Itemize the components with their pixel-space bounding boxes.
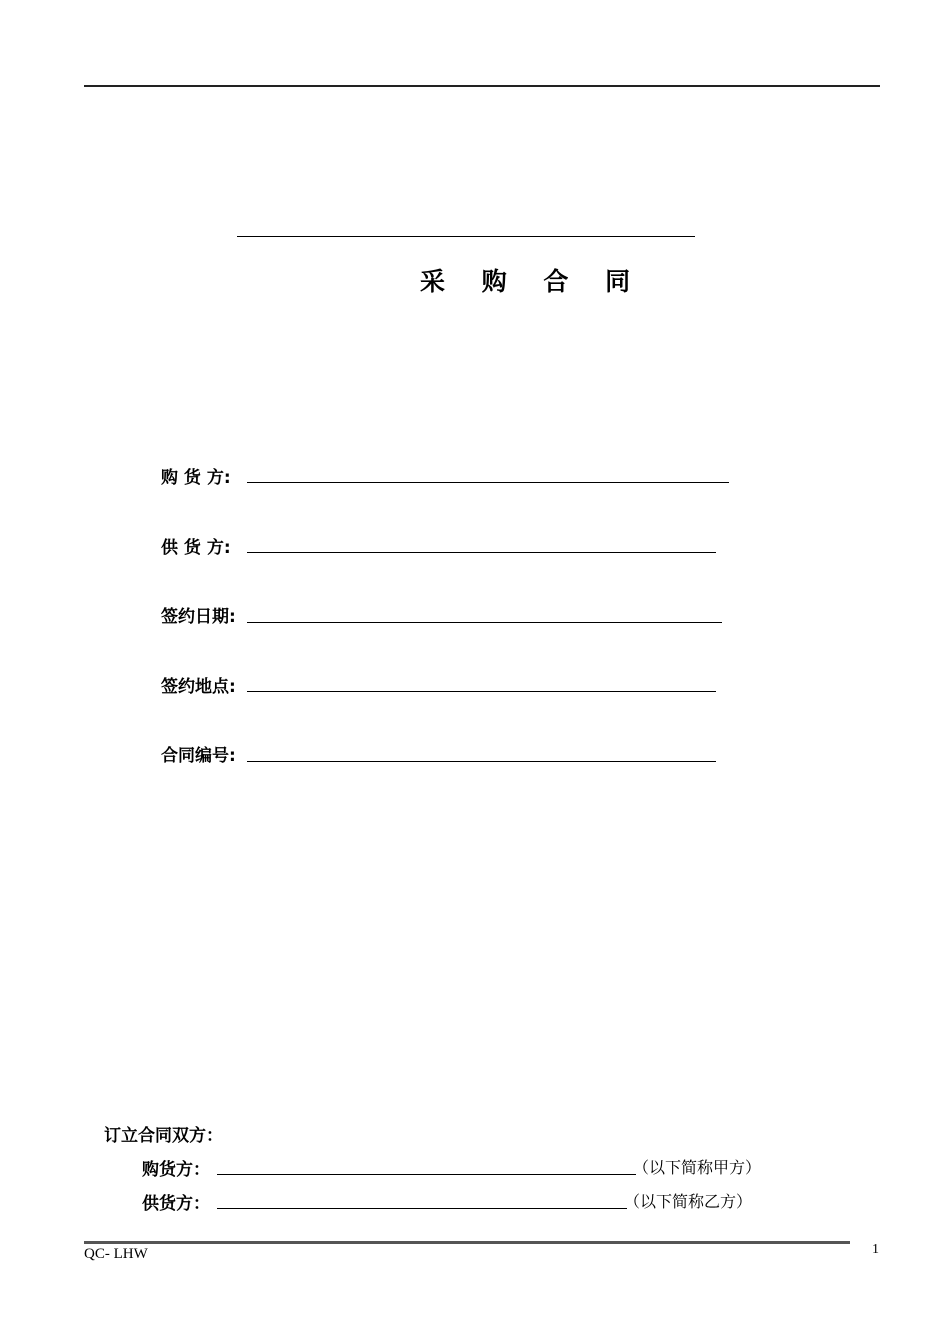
header-rule	[84, 85, 880, 87]
party-buyer-note: （以下简称甲方）	[633, 1158, 762, 1177]
party-supplier-label: 供货方：	[142, 1194, 210, 1214]
sign-date-field-label: 签约日期:	[161, 607, 236, 627]
sign-date-field-line[interactable]	[247, 622, 722, 623]
party-buyer-line[interactable]	[217, 1174, 636, 1175]
buyer-field-label: 购 货 方:	[161, 468, 231, 488]
document-title: 采 购 合 同	[420, 267, 645, 296]
sign-place-field-line[interactable]	[247, 691, 716, 692]
parties-heading: 订立合同双方：	[104, 1126, 223, 1146]
party-buyer-label: 购货方：	[142, 1160, 210, 1180]
party-supplier-note: （以下简称乙方）	[624, 1192, 753, 1211]
supplier-field-label: 供 货 方:	[161, 538, 231, 558]
title-underline	[237, 236, 695, 237]
sign-place-field-label: 签约地点:	[161, 677, 236, 697]
buyer-field-line[interactable]	[247, 482, 729, 483]
page-number: 1	[872, 1242, 879, 1257]
contract-number-field-line[interactable]	[247, 761, 716, 762]
footer-doc-code: QC- LHW	[84, 1246, 148, 1262]
party-supplier-line[interactable]	[217, 1208, 627, 1209]
footer-rule	[84, 1241, 850, 1244]
contract-number-field-label: 合同编号:	[161, 746, 236, 766]
supplier-field-line[interactable]	[247, 552, 716, 553]
